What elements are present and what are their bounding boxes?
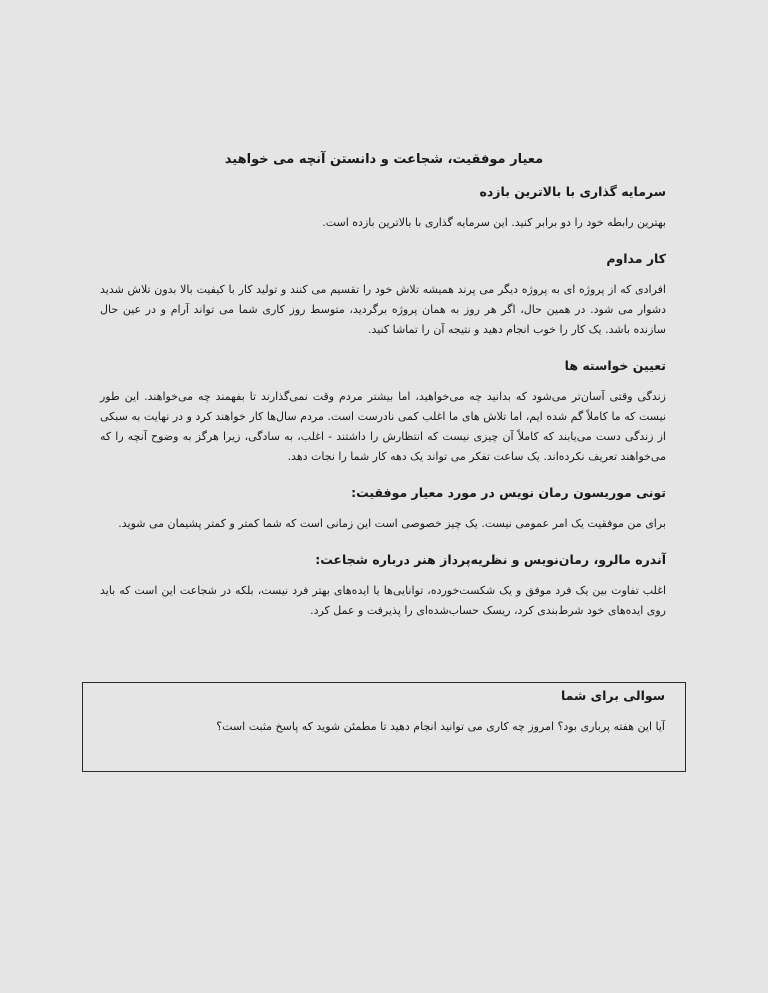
section-paragraph: اغلب تفاوت بین یک فرد موفق و یک شکست‌خورده، توانایی‌ها یا ایده‌های بهتر فرد نیست، بلکه در شجاعت این است که باید روی ایده‌های خود شرط‌بندی کرد، ریسک حساب‌شده‌ای را پذیرفت و عمل کرد. [100,584,666,617]
document-body [100,184,666,639]
section-heading: کار مداوم [606,251,666,266]
question-text: آیا این هفته پرباری بود؟ امروز چه کاری می توانید انجام دهید تا مطمئن شوید که پاسخ مثبت است؟ [216,720,665,733]
section-paragraph: افرادی که از پروژه ای به پروژه دیگر می پرند همیشه تلاش خود را تقسیم می کنند و تولید کار با کیفیت بالا بدون تلاش شدید دشوار می شود. در همین حال، اگر هر روز به همان پروژه برگردید، متوسط روز کاری شما می تواند آرام و در عین حال سازنده باشد. یک کار را خوب انجام دهید و نتیجه آن را تماشا کنید. [100,283,666,336]
section-heading: سرمایه گذاری با بالاترین بازده [479,184,666,199]
section-morrison-quote [100,485,666,534]
section-paragraph: زندگی وقتی آسان‌تر می‌شود که بدانید چه می‌خواهید، اما بیشتر مردم وقت نمی‌گذارند تا بفهمند چه می‌خواهند. این طور نیست که ما کاملاً گم شده ایم، اما تلاش های ما اغلب کمی نادرست است. مردم سال‌ها کار خواهند کرد و در نهایت به سبکی از زندگی دست می‌یابند که کاملاً آن چیزی نیست که انتظارش را داشتند - اغلب، به سادگی، زیرا هرگز به وضوح آنچه را که می‌خواهند تعریف نکرده‌اند. یک ساعت تفکر می تواند یک دهه کار شما را نجات دهد. [100,390,666,463]
section-continuous-work [100,251,666,340]
question-box [82,682,686,772]
section-defining-wants [100,358,666,467]
section-heading: تونی موریسون رمان نویس در مورد معیار موفقیت: [351,485,666,500]
section-paragraph: برای من موفقیت یک امر عمومی نیست. یک چیز خصوصی است این زمانی است که شما کمتر و کمتر پشیمان می شوید. [118,517,666,530]
section-heading: آندره مالرو، رمان‌نویس و نظریه‌پرداز هنر درباره شجاعت: [315,552,666,567]
question-heading: سوالی برای شما [560,688,665,703]
section-malraux-quote [100,552,666,621]
section-heading: تعیین خواسته ها [564,358,666,373]
section-paragraph: بهترین رابطه خود را دو برابر کنید. این سرمایه گذاری با بالاترین بازده است. [322,216,666,229]
section-investment [100,184,666,233]
page-title: معیار موفقیت، شجاعت و دانستن آنچه می خواهید [224,152,544,167]
